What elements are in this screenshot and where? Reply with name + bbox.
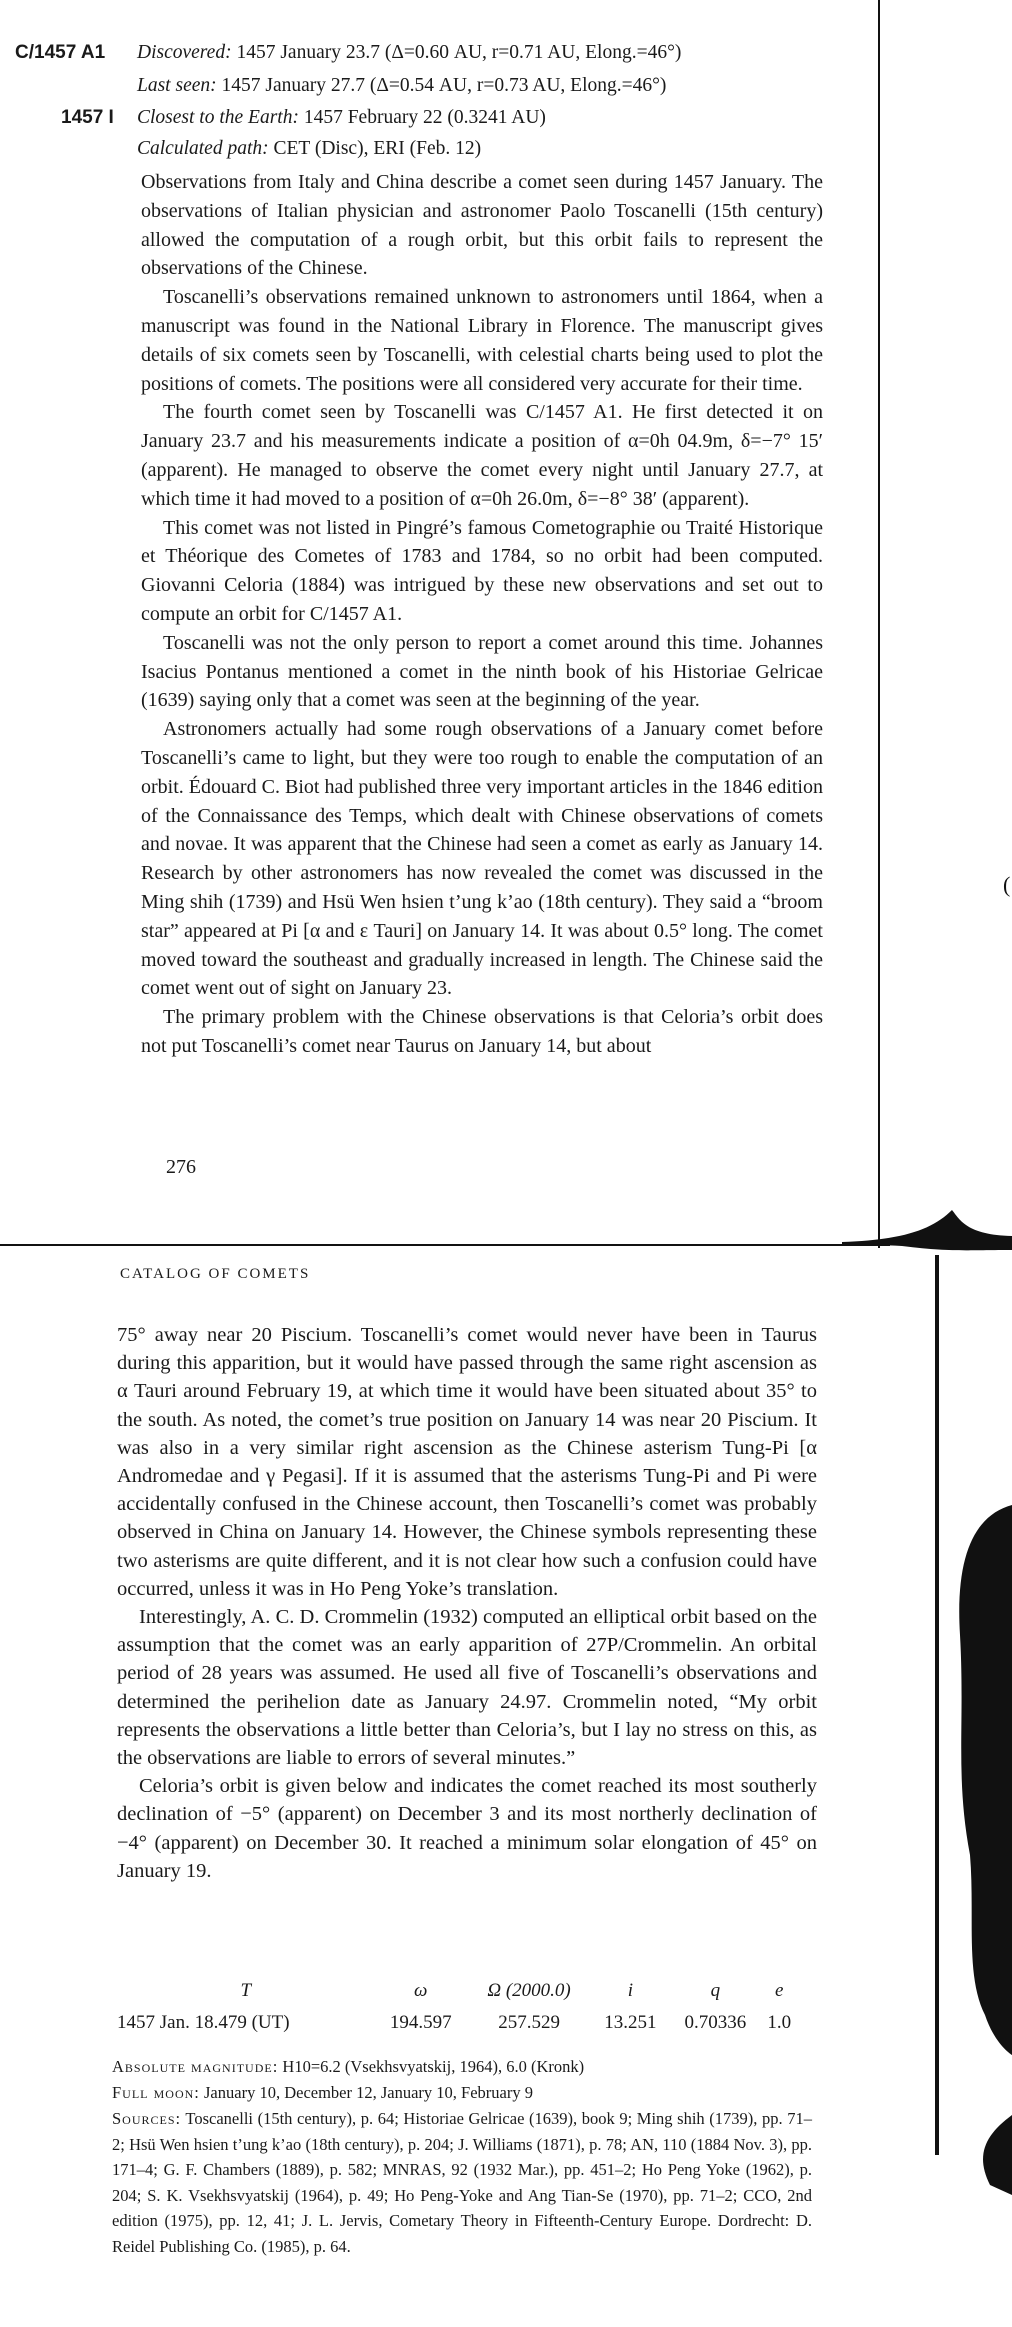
closest-label: Closest to the Earth: [137, 107, 299, 128]
paragraph: The primary problem with the Chinese observations is that Celoria’s orbit does not put Toscanelli’s comet near Taurus on January 14, but about [141, 1006, 823, 1057]
orbit-cell: 1.0 [767, 2012, 792, 2033]
page-fold-line [878, 0, 880, 1248]
orbit-cell: 194.597 [389, 2012, 452, 2033]
paragraph: 75° away near 20 Piscium. Toscanelli’s comet would never have been in Taurus during this apparition, but it would have passed through the same right ascension as α Tauri around February 19, at which time it would have been situated about 35° to the south. As noted, the comet’s true position on January 14 was near 20 Piscium. It was also in a very similar right ascension as the Chinese asterism Tung-Pi [α Andromedae and γ Pegasi]. If it is assumed that the asterisms Tung-Pi and Pi were accidentally confused in the Chinese account, then Toscanelli’s comet was probably observed in China on January 14. However, the Chinese symbols representing these two asterisms are quite different, and it is not clear how such a confusion could have occurred, unless it was in Ho Peng Yoke’s translation. [117, 1324, 817, 1600]
last-seen-value: 1457 January 27.7 (Δ=0.54 AU, r=0.73 AU, Elong.=46°) [216, 75, 667, 96]
orbit-col-header: q [710, 1980, 721, 2001]
orbit-col-header: ω [414, 1980, 428, 2001]
bottom-body-text [117, 1321, 817, 1885]
paragraph: Toscanelli was not the only person to report a comet around this time. Johannes Isacius Pontanus mentioned a comet in the ninth book of his Historiae Gelricae (1639) saying only that a comet was seen at the beginning of the year. [141, 631, 823, 712]
path-line [137, 138, 481, 160]
absolute-magnitude-value: H10=6.2 (Vsekhsvyatskij, 1964), 6.0 (Kronk) [278, 2057, 585, 2076]
orbit-table [117, 1980, 797, 2034]
last-seen-label: Last seen: [137, 75, 217, 96]
path-value: CET (Disc), ERI (Feb. 12) [268, 138, 482, 159]
page-divider [0, 1244, 890, 1246]
full-moon [112, 2080, 812, 2106]
sources-value: Toscanelli (15th century), p. 64; Historiae Gelricae (1639), book 9; Ming shih (1739), pp. 71–2; Hsü Wen hsien t’ung k’ao (18th century), p. 204; J. Williams (1871), p. 78; AN, 110 (1884 Nov. 3), pp. 171–4; G. F. Chambers (1889), p. 582; MNRAS, 92 (1932 Mar.), pp. 451–2; Ho Peng Yoke (1962), p. 204; S. K. Vsekhsvyatskij (1964), p. 49; Ho Peng-Yoke and Ang Tian-Se (1970), pp. 71–2; CCO, 2nd edition (1975), pp. 12, 41; J. L. Jervis, Cometary Theory in Fifteenth-Century Europe. Dordrecht: D. Reidel Publishing Co. (1985), p. 64. [112, 2109, 812, 2256]
paragraph: The fourth comet seen by Toscanelli was C/1457 A1. He first detected it on January 23.7 and his measurements indicate a position of α=0h 04.9m, δ=−7° 15′ (apparent). He managed to observe the comet every night until January 27.7, at which time it had moved to a position of α=0h 26.0m, δ=−8° 38′ (apparent). [141, 401, 823, 510]
paragraph: Astronomers actually had some rough observations of a January comet before Toscanelli’s came to light, but they were too rough to enable the computation of an orbit. Édouard C. Biot had published three very important articles in the 1846 edition of the Connaissance des Temps, which dealt with Chinese observations of comets and novae. It was apparent that the Chinese had seen a comet as early as January 14. Research by other astronomers has now revealed the comet was discussed in the Ming shih (1739) and Hsü Wen hsien t’ung k’ao (18th century). They said a “broom star” appeared at Pi [α and ε Tauri] on January 14. It was about 0.5° long. The comet moved toward the southeast and gradually increased in length. The Chinese said the comet went out of sight on January 23. [141, 718, 823, 1000]
orbit-cell: 0.70336 [684, 2012, 747, 2033]
last-seen-line [137, 75, 666, 97]
comet-designation: C/1457 A1 [15, 42, 106, 63]
closest-line [137, 107, 546, 129]
orbit-col-header: T [240, 1980, 252, 2001]
closest-value: 1457 February 22 (0.3241 AU) [298, 107, 546, 128]
scan-shadow-right [935, 1255, 1012, 2327]
paragraph: Interestingly, A. C. D. Crommelin (1932) computed an elliptical orbit based on the assumption that the comet was an early apparition of 27P/Crommelin. An orbital period of 28 years was assumed. He used all five of Toscanelli’s observations and determined the perihelion date as January 24.97. Crommelin noted, “My orbit represents the observations a little better than Celoria’s, but I lay no stress on this, as the observations are liable to errors of several minutes.” [117, 1606, 817, 1770]
page-number: 276 [166, 1156, 196, 1178]
absolute-magnitude-label: Absolute magnitude: [112, 2057, 279, 2076]
discovered-label: Discovered: [137, 42, 232, 63]
orbit-col-header: Ω (2000.0) [487, 1980, 571, 2001]
sources [112, 2106, 812, 2259]
orbit-cell: 1457 Jan. 18.479 (UT) [117, 2012, 290, 2033]
running-head: CATALOG OF COMETS [120, 1266, 311, 1282]
paragraph: Observations from Italy and China describe a comet seen during 1457 January. The observations of Italian physician and astronomer Paolo Toscanelli (15th century) allowed the computation of a rough orbit, but this orbit fails to represent the observations of the Chinese. [141, 171, 823, 280]
orbit-cell: 257.529 [498, 2012, 560, 2033]
orbit-cell: 13.251 [604, 2012, 657, 2033]
full-moon-label: Full moon: [112, 2083, 200, 2102]
paragraph: This comet was not listed in Pingré’s famous Cometographie ou Traité Historique et Théorique des Cometes of 1783 and 1784, so no orbit had been computed. Giovanni Celoria (1884) was intrigued by these new observations and set out to compute an orbit for C/1457 A1. [141, 516, 823, 625]
full-moon-value: January 10, December 12, January 10, February 9 [199, 2083, 533, 2102]
orbit-table-header [117, 1980, 797, 2012]
sources-label: Sources: [112, 2109, 182, 2128]
paragraph: Toscanelli’s observations remained unknown to astronomers until 1864, when a manuscript was found in the National Library in Florence. The manuscript gives details of six comets seen by Toscanelli, with celestial charts being used to plot the positions of comets. The positions were all considered very accurate for their time. [141, 286, 823, 395]
orbit-col-header: e [775, 1980, 784, 2001]
top-body-text [141, 168, 823, 1061]
discovered-value: 1457 January 23.7 (Δ=0.60 AU, r=0.71 AU, Elong.=46°) [231, 42, 682, 63]
paragraph: Celoria’s orbit is given below and indicates the comet reached its most southerly declination of −5° (apparent) on December 3 and its most northerly declination of −4° (apparent) on December 30. It reached a minimum solar elongation of 45° on January 19. [117, 1775, 817, 1882]
absolute-magnitude [112, 2054, 812, 2080]
discovered-line [137, 42, 681, 64]
path-label: Calculated path: [137, 138, 269, 159]
comet-roman-designation: 1457 I [61, 107, 114, 128]
table-row [117, 2012, 797, 2034]
margin-glyph: ( [1003, 872, 1011, 897]
orbit-col-header: i [627, 1980, 633, 2001]
